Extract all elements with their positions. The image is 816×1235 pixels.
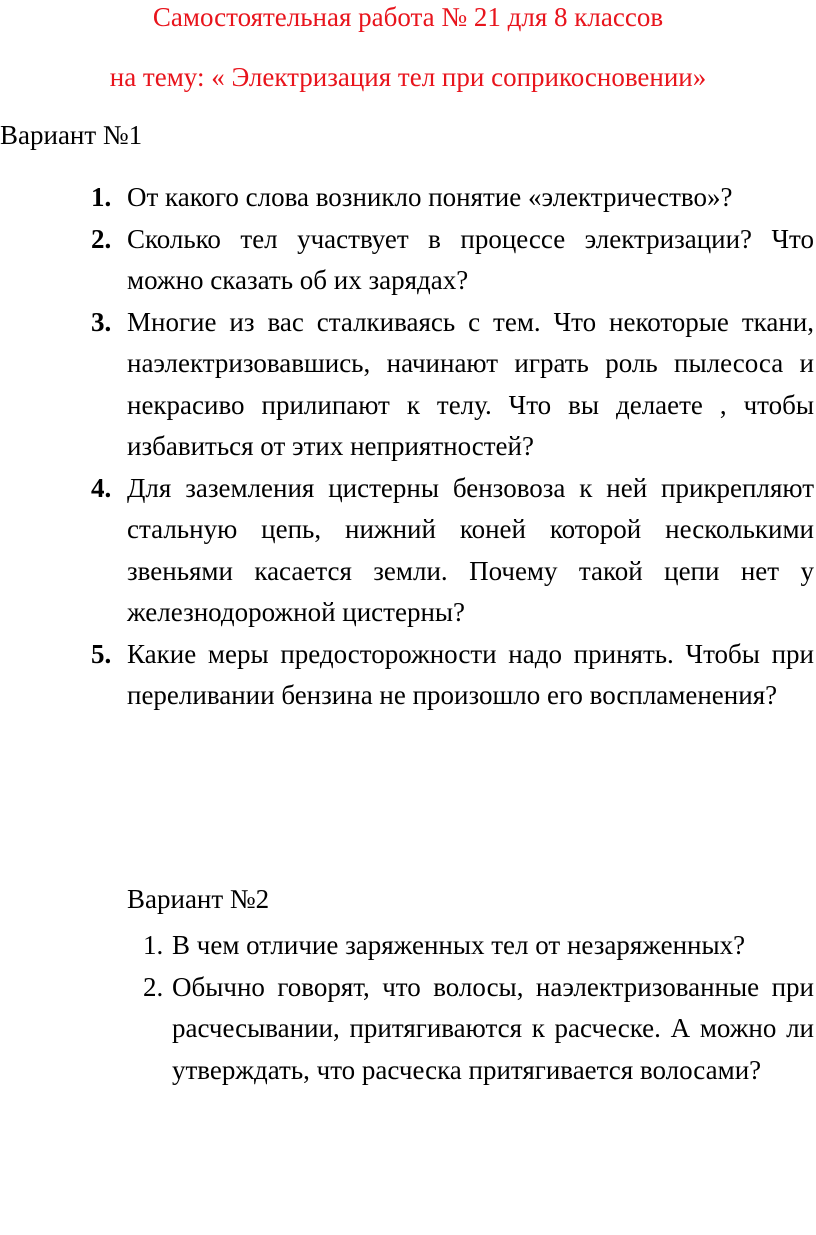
question-item — [0, 302, 814, 468]
question-text: Многие из вас сталкиваясь с тем. Что некоторые ткани, наэлектризовавшись, начинают играть роль пылесоса и некрасиво прилипают к телу. Что вы делаете , чтобы избавиться от этих неприятностей? — [127, 306, 814, 461]
question-number: 5. — [91, 638, 112, 669]
question-item — [0, 177, 814, 219]
variant-1-question-list — [0, 177, 814, 717]
question-number: 4. — [91, 472, 112, 503]
question-text: В чем отличие заряженных тел от незаряженных? — [172, 930, 746, 960]
question-item — [0, 634, 814, 717]
variant-1-heading: Вариант №1 — [0, 120, 143, 150]
question-number: 2. — [143, 971, 164, 1002]
document-title: Самостоятельная работа № 21 для 8 классов — [152, 2, 664, 32]
question-number: 2. — [91, 223, 112, 254]
document-subtitle: на тему: « Электризация тел при соприкосновении» — [109, 62, 707, 92]
question-text: Какие меры предосторожности надо принять. Чтобы при переливании бензина не произошло его воспламенения? — [127, 638, 814, 710]
question-text: Сколько тел участвует в процессе электризации? Что можно сказать об их зарядах? — [127, 223, 814, 295]
question-item — [0, 219, 814, 302]
question-number: 1. — [143, 930, 164, 960]
question-number: 3. — [91, 306, 112, 337]
question-item — [0, 925, 814, 967]
variant-2-heading: Вариант №2 — [127, 884, 270, 914]
variant-2-question-list — [0, 925, 814, 1091]
question-number: 1. — [91, 182, 112, 212]
question-text: От какого слова возникло понятие «электричество»? — [127, 182, 733, 212]
question-item — [0, 967, 814, 1092]
question-item — [0, 468, 814, 634]
question-text: Для заземления цистерны бензовоза к ней прикрепляют стальную цепь, нижний коней которой несколькими звеньями касается земли. Почему такой цепи нет у железнодорожной цистерны? — [127, 472, 814, 627]
question-text: Обычно говорят, что волосы, наэлектризованные при расчесывании, притягиваются к расческе. А можно ли утверждать, что расческа притягивается волосами? — [172, 971, 814, 1085]
